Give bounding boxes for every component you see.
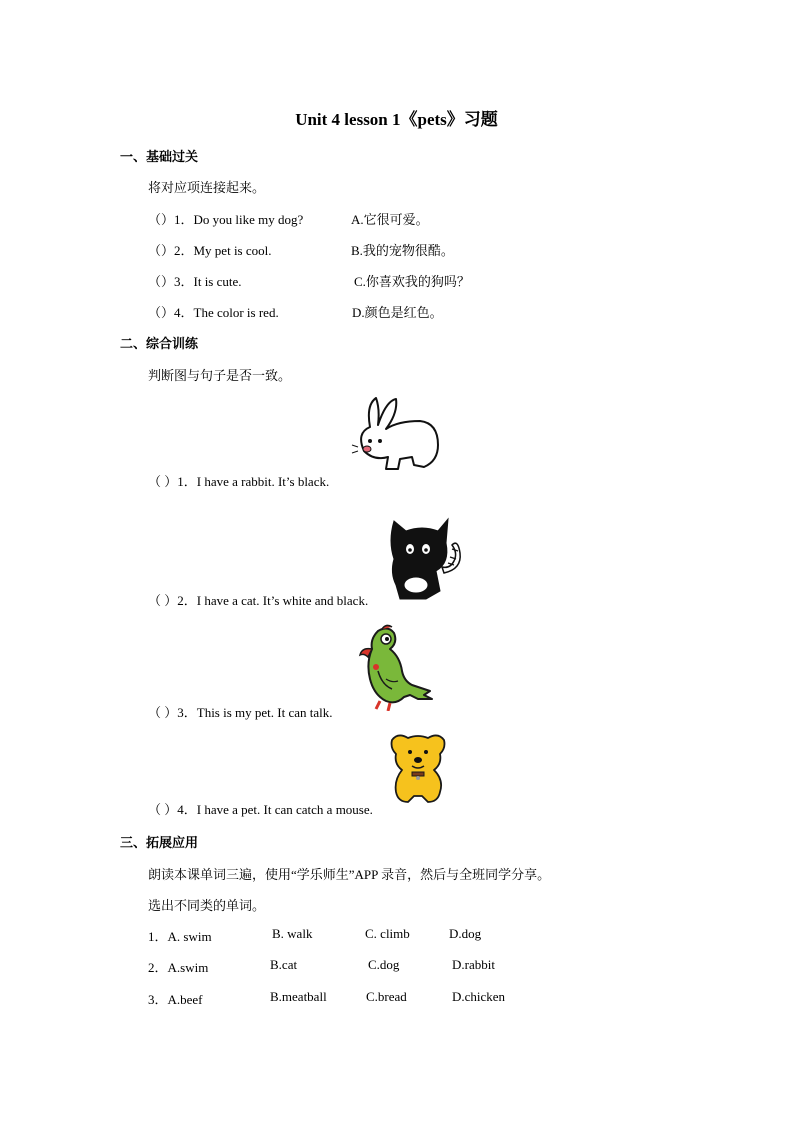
match-option-a: A.它很可爱。 xyxy=(351,212,429,227)
judge-item-3: （ ）3．This is my pet. It can talk. xyxy=(148,705,333,720)
cat-icon xyxy=(386,513,468,601)
match-option-d: D.颜色是红色。 xyxy=(352,305,443,320)
word-row-2-b: B.cat xyxy=(270,957,298,972)
section-instruction: 将对应项连接起来。 xyxy=(148,180,266,195)
word-row-2-a: 2．A.swim xyxy=(148,960,209,975)
section-instruction-select: 选出不同类的单词。 xyxy=(148,898,266,913)
match-item-4: （）4．The color is red. xyxy=(148,305,279,320)
word-row-1-d: D.dog xyxy=(449,926,482,941)
word-row-3-a: 3．A.beef xyxy=(148,992,203,1007)
word-row-1-b: B. walk xyxy=(272,926,313,941)
section-instruction: 判断图与句子是否一致。 xyxy=(148,368,292,383)
judge-item-1: （ ）1．I have a rabbit. It’s black. xyxy=(148,474,330,489)
section-heading-training: 二、综合训练 xyxy=(120,336,199,351)
dog-icon xyxy=(388,730,448,806)
section-heading-basic: 一、基础过关 xyxy=(120,149,199,164)
word-row-2-c: C.dog xyxy=(368,957,400,972)
judge-item-2: （ ）2．I have a cat. It’s white and black. xyxy=(148,593,369,608)
section-heading-extension: 三、拓展应用 xyxy=(120,835,199,850)
word-row-3-d: D.chicken xyxy=(452,989,506,1004)
judge-item-4: （ ）4．I have a pet. It can catch a mouse. xyxy=(148,802,373,817)
word-row-3-b: B.meatball xyxy=(270,989,327,1004)
match-item-3: （）3．It is cute. xyxy=(148,274,242,289)
page-title: Unit 4 lesson 1《pets》习题 xyxy=(295,110,498,129)
match-option-b: B.我的宠物很酷。 xyxy=(351,243,454,258)
word-row-2-d: D.rabbit xyxy=(452,957,495,972)
match-item-1: （）1．Do you like my dog? xyxy=(148,212,304,227)
parrot-icon xyxy=(352,623,434,711)
word-row-3-c: C.bread xyxy=(366,989,407,1004)
section-instruction-read: 朗读本课单词三遍，使用“学乐师生”APP 录音，然后与全班同学分享。 xyxy=(148,867,551,882)
word-row-1-a: 1．A. swim xyxy=(148,929,212,944)
match-item-2: （）2．My pet is cool. xyxy=(148,243,272,258)
rabbit-icon xyxy=(350,395,442,477)
match-option-c: C.你喜欢我的狗吗？ xyxy=(354,274,470,289)
word-row-1-c: C. climb xyxy=(365,926,410,941)
